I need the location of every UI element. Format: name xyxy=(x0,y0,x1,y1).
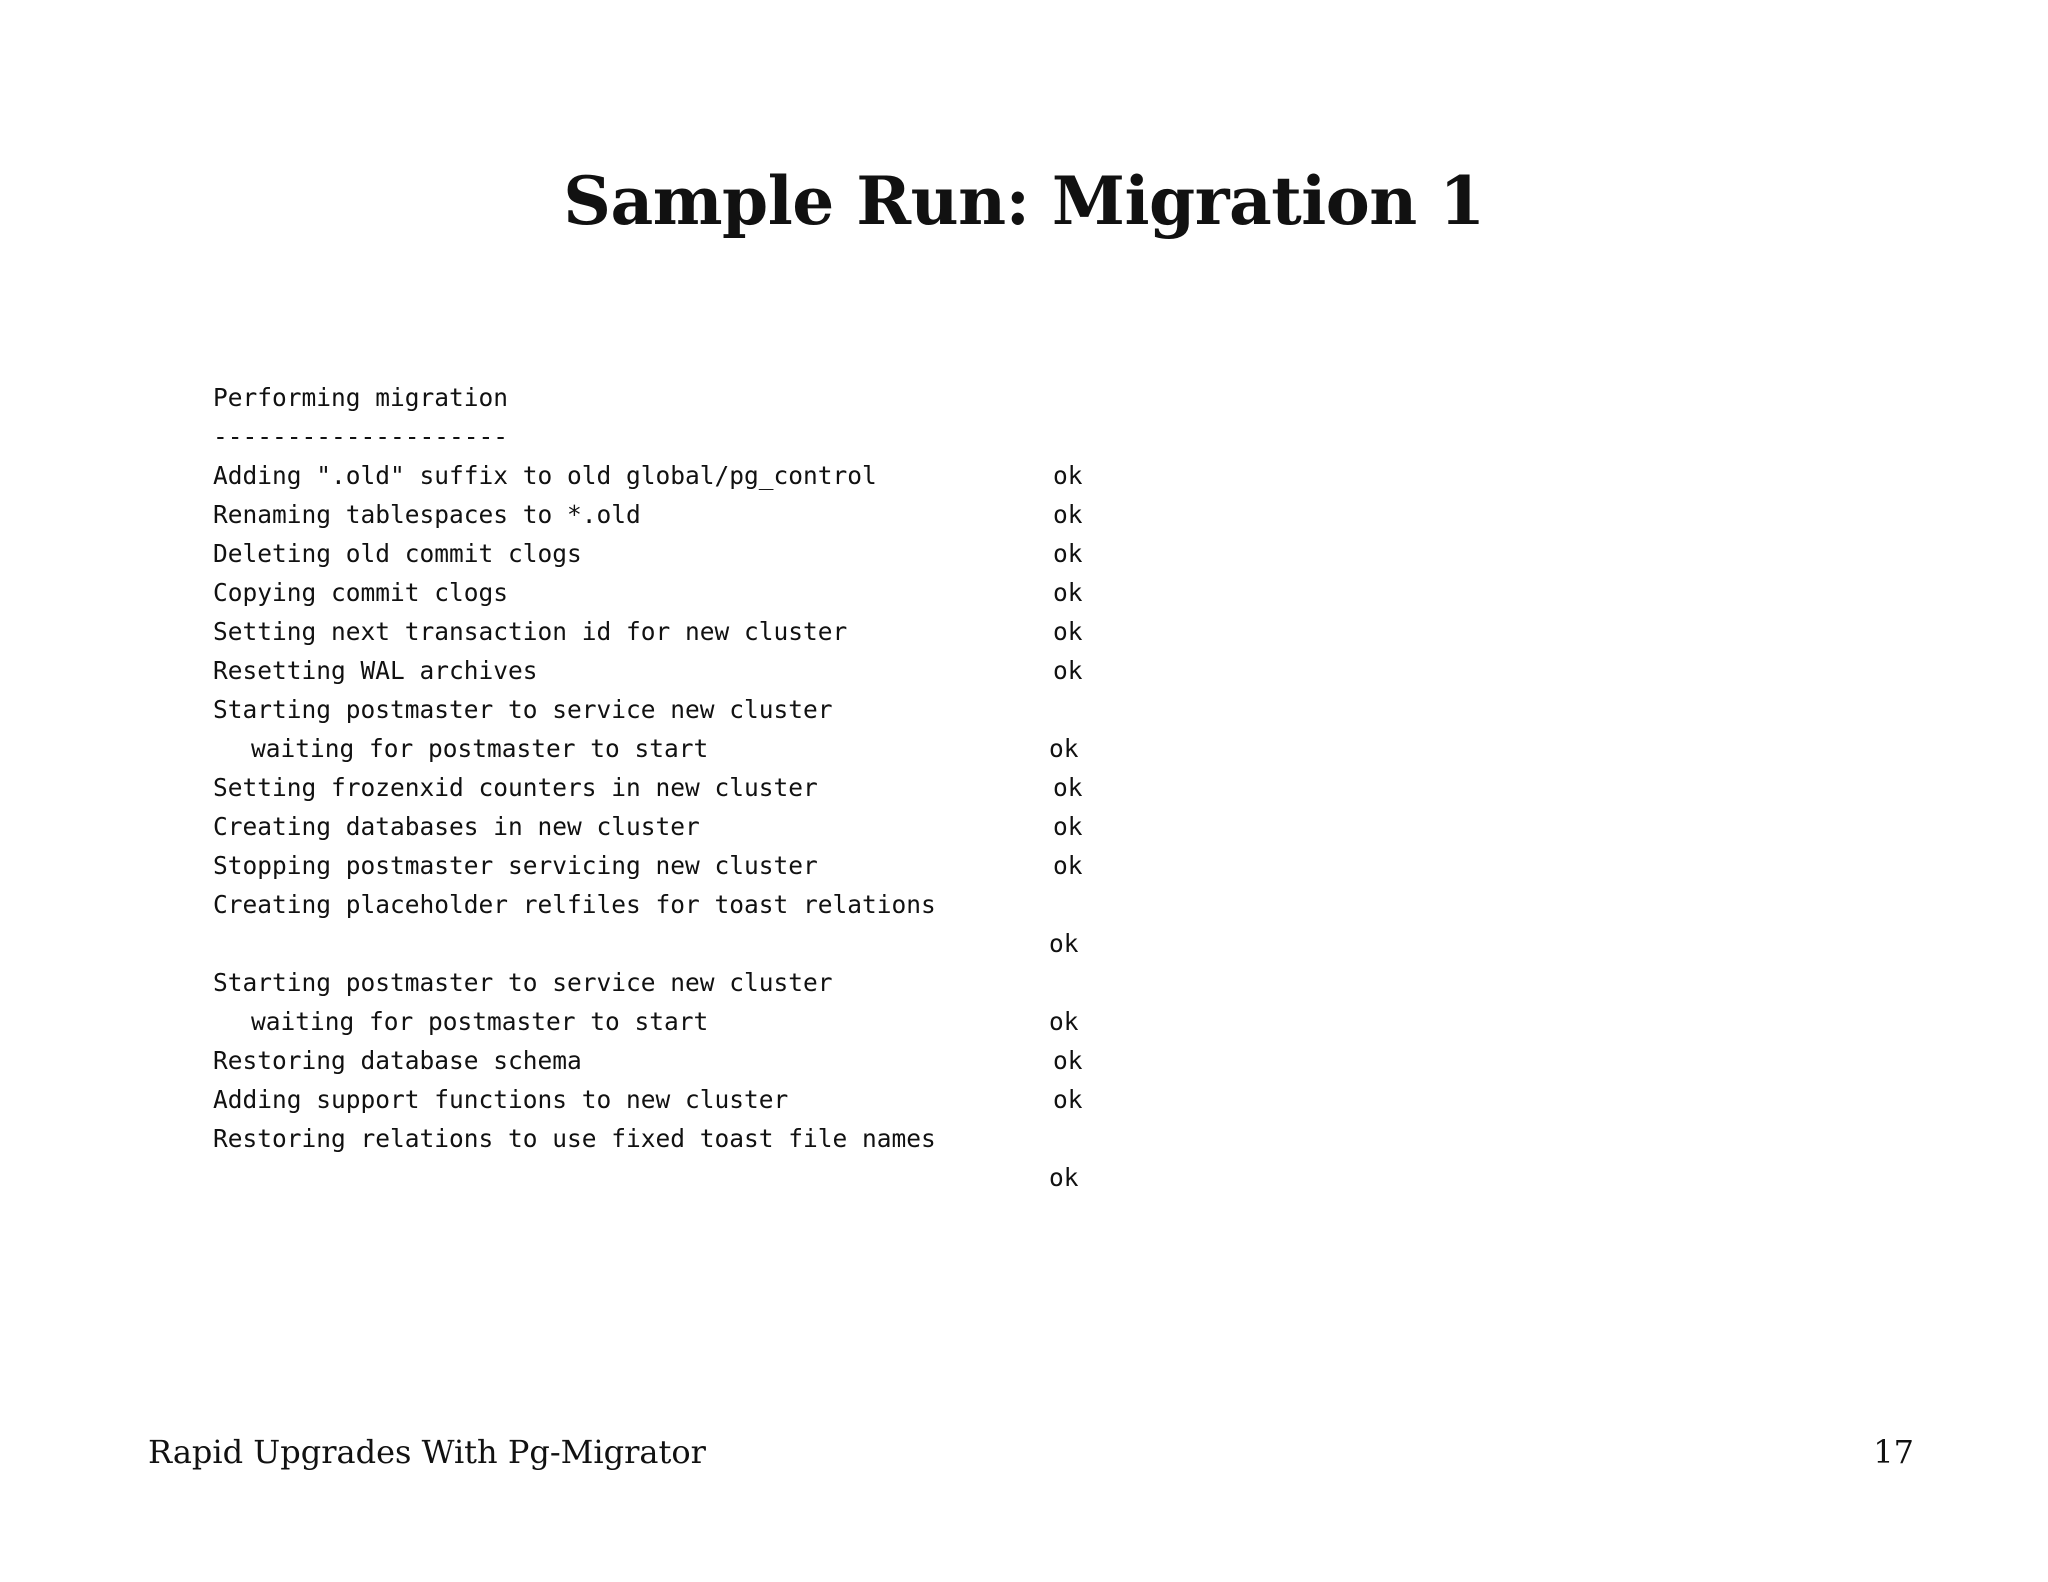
terminal-line xyxy=(213,573,1213,612)
terminal-line-text: Setting next transaction id for new cluster xyxy=(213,617,848,646)
terminal-line-text: Adding support functions to new cluster xyxy=(213,1085,789,1114)
terminal-line-status: ok xyxy=(1053,500,1083,529)
terminal-line-status: ok xyxy=(1053,1046,1083,1075)
terminal-line-text: Restoring database schema xyxy=(213,1046,582,1075)
terminal-line-status: ok xyxy=(1053,617,1083,646)
terminal-line xyxy=(213,846,1213,885)
terminal-line-status: ok xyxy=(1049,1163,1079,1192)
terminal-line-status: ok xyxy=(1053,773,1083,802)
terminal-line-text: Resetting WAL archives xyxy=(213,656,538,685)
terminal-line xyxy=(213,417,1213,456)
terminal-line xyxy=(213,729,1213,768)
terminal-line-status: ok xyxy=(1053,656,1083,685)
terminal-line-status: ok xyxy=(1053,578,1083,607)
terminal-line xyxy=(213,1080,1213,1119)
terminal-line xyxy=(213,807,1213,846)
terminal-line xyxy=(213,1002,1213,1041)
terminal-line-text: waiting for postmaster to start xyxy=(251,734,709,763)
terminal-line xyxy=(213,534,1213,573)
terminal-line xyxy=(213,924,1213,963)
footer-title: Rapid Upgrades With Pg-Migrator xyxy=(148,1433,706,1471)
page-number: 17 xyxy=(1873,1433,1914,1471)
terminal-line-text: Deleting old commit clogs xyxy=(213,539,582,568)
terminal-line-text: Starting postmaster to service new cluster xyxy=(213,968,833,997)
terminal-line-status: ok xyxy=(1053,812,1083,841)
terminal-line-text: -------------------- xyxy=(213,422,509,451)
terminal-line xyxy=(213,378,1213,417)
terminal-line-text: waiting for postmaster to start xyxy=(251,1007,709,1036)
terminal-line-text: Renaming tablespaces to *.old xyxy=(213,500,641,529)
terminal-line xyxy=(213,612,1213,651)
slide-title: Sample Run: Migration 1 xyxy=(563,162,1485,240)
terminal-line-status: ok xyxy=(1053,539,1083,568)
terminal-line xyxy=(213,456,1213,495)
terminal-line-status: ok xyxy=(1053,461,1083,490)
terminal-line-text: Creating databases in new cluster xyxy=(213,812,700,841)
terminal-line xyxy=(213,1041,1213,1080)
terminal-line-text: Restoring relations to use fixed toast file names xyxy=(213,1124,936,1153)
terminal-line-text: Copying commit clogs xyxy=(213,578,509,607)
terminal-line xyxy=(213,963,1213,1002)
terminal-line xyxy=(213,690,1213,729)
terminal-line-status: ok xyxy=(1049,929,1079,958)
terminal-line-status: ok xyxy=(1049,734,1079,763)
terminal-line-status: ok xyxy=(1049,1007,1079,1036)
terminal-line-text: Stopping postmaster servicing new cluster xyxy=(213,851,818,880)
terminal-line xyxy=(213,768,1213,807)
terminal-line xyxy=(213,1158,1213,1197)
terminal-line-status: ok xyxy=(1053,851,1083,880)
terminal-line xyxy=(213,885,1213,924)
terminal-line-text: Creating placeholder relfiles for toast relations xyxy=(213,890,936,919)
terminal-line-text: Starting postmaster to service new cluster xyxy=(213,695,833,724)
terminal-line-text: Performing migration xyxy=(213,383,509,412)
terminal-line xyxy=(213,495,1213,534)
terminal-line-text: Setting frozenxid counters in new cluster xyxy=(213,773,818,802)
terminal-output xyxy=(213,378,1213,1197)
terminal-line-status: ok xyxy=(1053,1085,1083,1114)
terminal-line-text: Adding ".old" suffix to old global/pg_control xyxy=(213,461,877,490)
terminal-line xyxy=(213,1119,1213,1158)
terminal-line xyxy=(213,651,1213,690)
